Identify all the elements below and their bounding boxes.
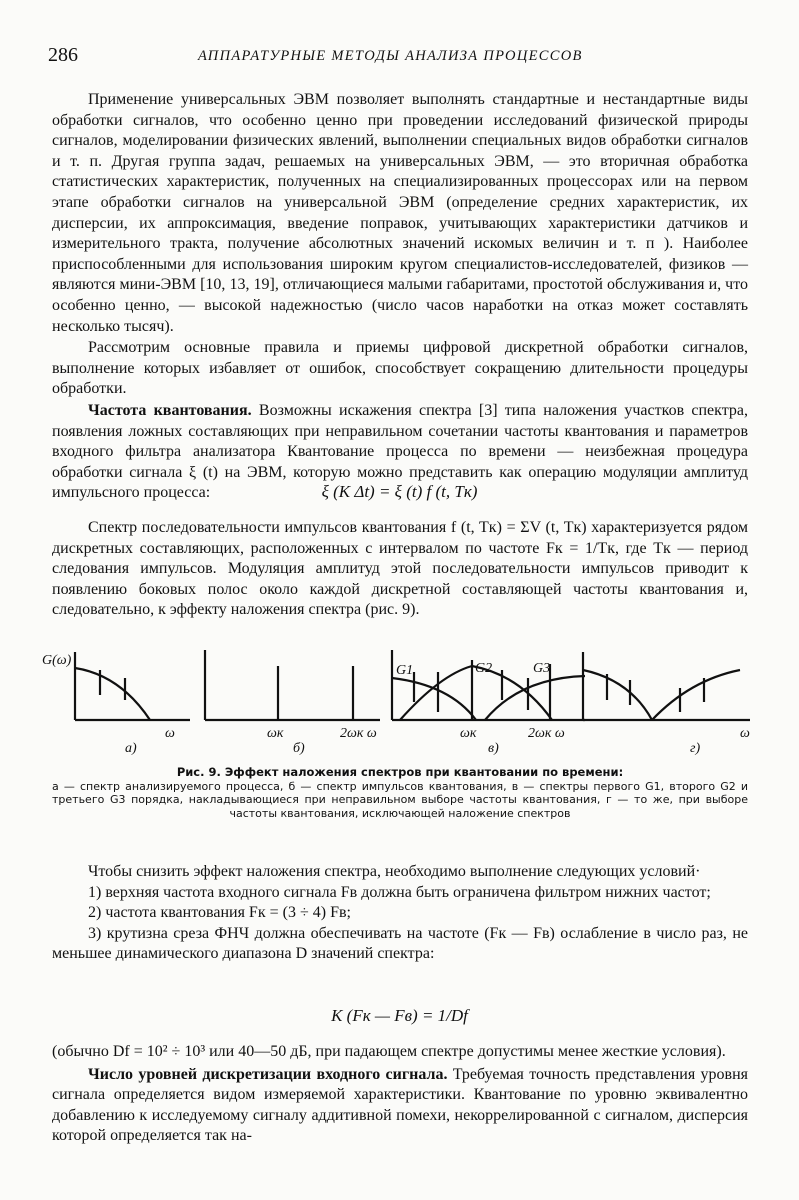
- label-g3: G3: [533, 661, 551, 676]
- label-omega-d: ω: [740, 726, 750, 741]
- label-g2: G2: [475, 661, 493, 676]
- paragraph-quantization-levels: [52, 1065, 748, 1147]
- paragraph-evm: Применение универсальных ЭВМ позволяет выполнять стандартные и нестандартные виды обработки сигналов, что особенно ценно при проведении исследований физической природы сигналов, моделировании физических явлений, выполнении специальных видов обработки сигналов и т. п. Другая группа задач, решаемых на универсальных ЭВМ, — это вторичная обработка статистических характеристик, полученных на специализированных процессорах или на первом этапе обработки сигналов на универсальной ЭВМ (определение средних характеристик, их дисперсии, их аппроксимация, введение поправок, учитывающих характеристики датчиков и измерительного тракта, получение абсолютных значений искомых величин и т. п ). Наиболее приспособленными для использования широким кругом специалистов-исследователей, физиков — являются мини-ЭВМ [10, 13, 19], отличающиеся малыми габаритами, простотой обслуживания и, что особенно ценно, — высокой надежностью (число часов наработки на отказ может составлять несколько тысяч).: [52, 91, 748, 335]
- label-g1: G1: [396, 663, 414, 678]
- figure-caption: [52, 764, 748, 820]
- label-2omega-k-b: 2ωк ω: [340, 726, 377, 741]
- formula-attenuation: K (Fк — Fв) = 1/Df: [331, 1006, 468, 1025]
- caption-title: Рис. 9. Эффект наложения спектров при квантовании по времени:: [176, 765, 624, 779]
- section-heading-levels: Число уровней дискретизации входного сигнала.: [88, 1065, 448, 1083]
- paragraph-typical-values: (обычно Df = 10² ÷ 10³ или 40—50 дБ, при падающем спектре допустимы менее жесткие условия).: [52, 1043, 726, 1060]
- spectrum-curve-d2: [652, 670, 740, 720]
- spectrum-curve-d1: [583, 670, 652, 720]
- condition-1: 1) верхняя частота входного сигнала Fв должна быть ограничена фильтром нижних частот;: [88, 883, 711, 901]
- panel-label-a: а): [125, 741, 137, 756]
- figure-9-spectra: [40, 640, 770, 760]
- sampling-text: Возможны искажения спектра [3] типа наложения участков спектра, появления ложных составляющих при неправильном сочетании частоты квантования и параметров входного фильтра анализатора Квантование процесса по времени — неизбежная процедура обработки сигнала ξ (t) на ЭВМ, которую можно представить как операцию модуляции амплитуд импульсного процесса:: [52, 401, 748, 502]
- y-axis-label: G(ω): [42, 653, 72, 668]
- paragraph-conditions: Чтобы снизить эффект наложения спектра, необходимо выполнение следующих условий·: [88, 863, 701, 880]
- label-omega-k-c: ωк: [460, 726, 477, 741]
- panel-label-b: б): [293, 741, 305, 756]
- text-block-top: [52, 90, 748, 504]
- label-omega-a: ω: [165, 726, 175, 741]
- label-omega-k-b: ωк: [267, 726, 284, 741]
- running-title: АППАРАТУРНЫЕ МЕТОДЫ АНАЛИЗА ПРОЦЕССОВ: [198, 48, 583, 64]
- section-heading-sampling: Частота квантования.: [88, 401, 252, 419]
- levels-text: Требуемая точность представления уровня сигнала определяется видом измеряемой характеристики. Квантование по уровню эквивалентно добавлению к исследуемому сигналу аддитивной помехи, некоррелированной с сигналом, дисперсия которой определяется так на-: [52, 1065, 748, 1145]
- text-block-bottom: [52, 1042, 748, 1147]
- page-number: 286: [48, 44, 78, 66]
- spectrum-curve-a: [75, 668, 150, 720]
- spectrum-curve-g3: [485, 676, 585, 720]
- label-2omega-k-c: 2ωк ω: [528, 726, 565, 741]
- formula-modulation: ξ (K Δt) = ξ (t) f (t, Tк): [321, 482, 478, 501]
- panel-label-d: г): [690, 741, 701, 756]
- text-block-spectrum: [52, 518, 748, 621]
- spectrum-lead: Спектр последовательности импульсов квантования f (t, Tк) = ΣV (t, Tк): [88, 519, 587, 536]
- caption-text: а — спектр анализируемого процесса, б — спектр импульсов квантования, в — спектры первого G1, второго G2 и третьего G3 порядка, накладывающиеся при неправильном выборе частоты квантования, г — то же, при выборе частоты квантования, исключающей наложение спектров: [52, 780, 748, 820]
- condition-2: 2) частота квантования Fк = (3 ÷ 4) Fв;: [88, 904, 351, 922]
- text-block-conditions: [52, 862, 748, 965]
- paragraph-rules: Рассмотрим основные правила и приемы цифровой дискретной обработки сигналов, выполнение которых избавляет от ошибок, способствует сокращению длительности процедуры обработки.: [52, 339, 748, 398]
- condition-3: 3) крутизна среза ФНЧ должна обеспечивать на частоте (Fк — Fв) ослабление в число раз, не меньшее динамического диапазона D значений спектра:: [52, 924, 748, 963]
- panel-label-c: в): [488, 741, 499, 756]
- spectrum-text: характеризуется рядом дискретных составляющих, расположенных с интервалом по частоте Fк = 1/Tк, где Tк — период следования импульсов. Модуляция амплитуд этой последовательности импульсов приводит к появлению боковых полос около каждой дискретной составляющей частоты квантования и, следовательно, к эффекту наложения спектра (рис. 9).: [52, 519, 749, 619]
- page-header: [48, 44, 751, 74]
- paragraph-spectrum: [52, 518, 748, 621]
